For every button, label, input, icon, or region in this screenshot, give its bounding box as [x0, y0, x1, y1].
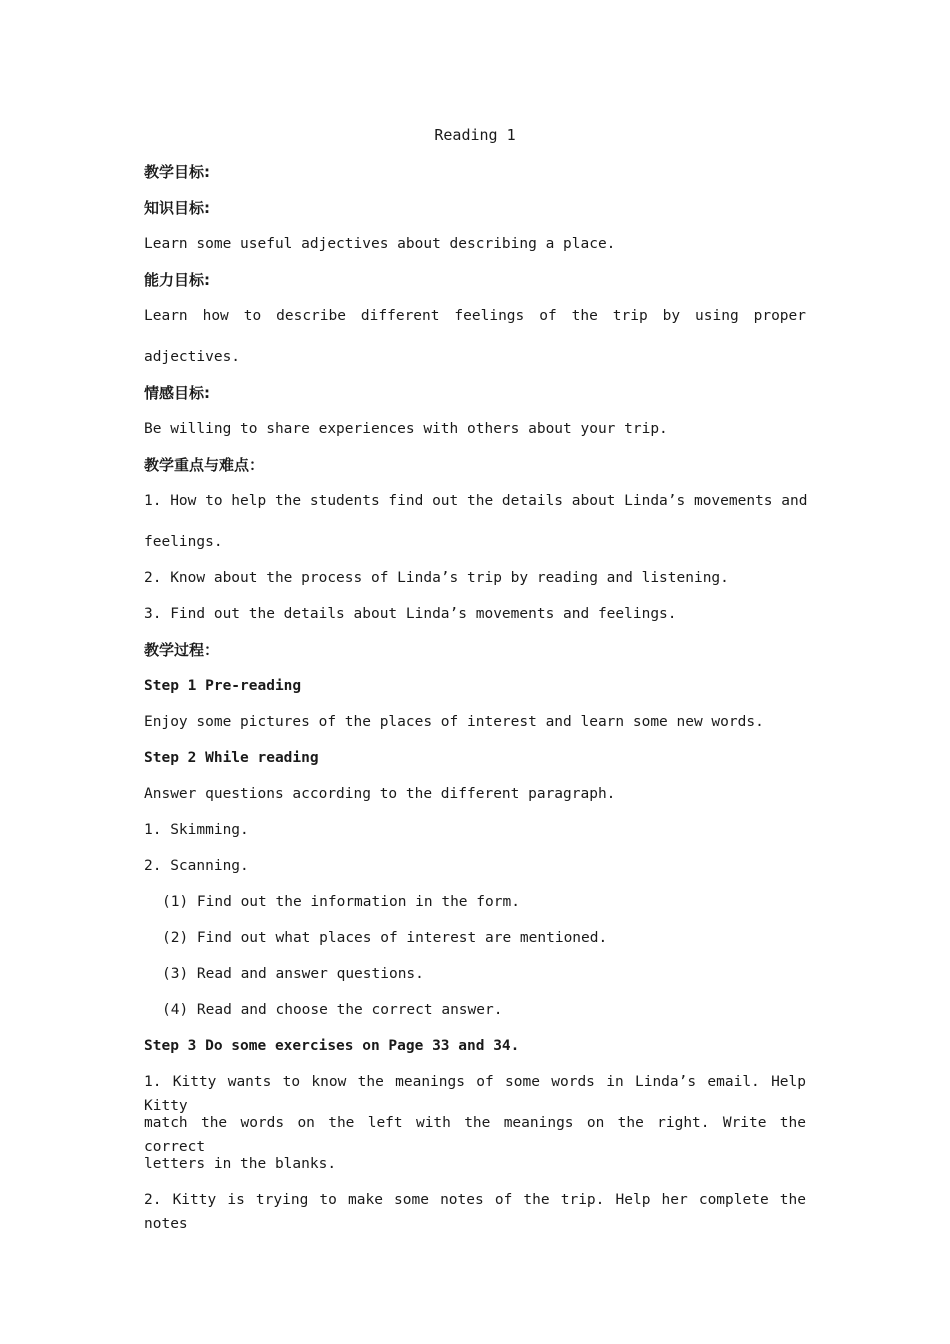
step2-item-1: 1. Skimming.	[144, 822, 249, 838]
step2-sub-4: (4) Read and choose the correct answer.	[162, 1002, 503, 1018]
ability-text-line1: Learn how to describe different feelings of the trip by using proper	[144, 308, 806, 324]
step3-exercise-1-line3: letters in the blanks.	[144, 1156, 337, 1172]
goals-heading: 教学目标:	[144, 163, 210, 181]
knowledge-heading: 知识目标:	[144, 199, 210, 217]
step2-item-2: 2. Scanning.	[144, 858, 249, 874]
emotion-heading: 情感目标:	[144, 384, 210, 402]
step2-sub-1: (1) Find out the information in the form.	[162, 894, 520, 910]
document-body	[144, 160, 808, 1232]
step2-sub-3: (3) Read and answer questions.	[162, 966, 424, 982]
step3-exercise-2-line1: 2. Kitty is trying to make some notes of the trip. Help her complete the notes	[144, 1192, 806, 1232]
step2-sub-2: (2) Find out what places of interest are mentioned.	[162, 930, 608, 946]
emotion-text: Be willing to share experiences with others about your trip.	[144, 421, 668, 437]
process-heading: 教学过程：	[144, 641, 220, 659]
step1-text: Enjoy some pictures of the places of interest and learn some new words.	[144, 714, 764, 730]
step2-heading: Step 2 While reading	[144, 750, 319, 766]
step3-exercise-1-line1: 1. Kitty wants to know the meanings of some words in Linda’s email. Help Kitty	[144, 1074, 806, 1114]
step1-heading: Step 1 Pre-reading	[144, 678, 302, 694]
step2-text: Answer questions according to the different paragraph.	[144, 786, 616, 802]
page-title: Reading 1	[434, 126, 516, 144]
step3-exercise-1-line2: match the words on the left with the meanings on the right. Write the correct	[144, 1115, 806, 1155]
key-point-2: 2. Know about the process of Linda’s trip by reading and listening.	[144, 570, 729, 586]
key-point-3: 3. Find out the details about Linda’s movements and feelings.	[144, 606, 677, 622]
key-point-1-line2: feelings.	[144, 534, 223, 550]
ability-text-line2: adjectives.	[144, 349, 241, 365]
key-point-1-line1: 1. How to help the students find out the details about Linda’s movements and	[144, 493, 808, 509]
ability-heading: 能力目标:	[144, 271, 210, 289]
key-points-heading: 教学重点与难点：	[144, 456, 265, 474]
step3-heading: Step 3 Do some exercises on Page 33 and 34.	[144, 1038, 520, 1054]
knowledge-text: Learn some useful adjectives about describing a place.	[144, 236, 616, 252]
